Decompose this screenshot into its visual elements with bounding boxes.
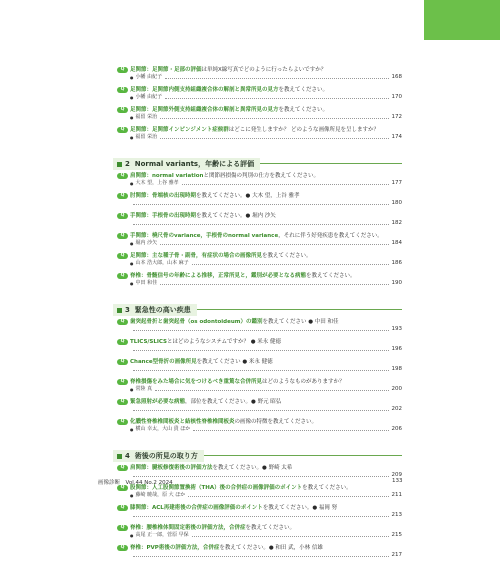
author-line: [113, 134, 402, 141]
page-ref: 168: [391, 74, 402, 80]
question-text: [130, 193, 300, 199]
question-rest: はどのようなものがありますか？: [262, 379, 345, 385]
bullet-icon: ●: [130, 281, 134, 286]
page-ref: 182: [391, 220, 402, 226]
question-text: [130, 399, 281, 405]
q-badge-icon: Q: [117, 505, 128, 511]
question-text: [130, 379, 345, 385]
author-names: 大木 望，上谷 雅孝: [135, 180, 179, 186]
question: [113, 398, 402, 406]
question: [113, 358, 402, 366]
question-topic: 足関節：足関節内側支持組織複合体の解剖と異常所見の見方: [130, 87, 279, 93]
section-4-header: [113, 443, 402, 460]
q-badge-icon: Q: [117, 339, 128, 345]
author-names: 常陸 真: [135, 386, 153, 392]
bullet-icon: ●: [130, 135, 134, 140]
q-badge-icon: Q: [117, 485, 128, 491]
q-badge-icon: Q: [117, 193, 128, 199]
section-3-title: 緊急性の高い疾患: [134, 306, 191, 314]
journal-info: 画像診断 Vol.44 No.2 2024: [98, 480, 173, 486]
author-line: [113, 346, 402, 353]
page-ref: 211: [391, 492, 402, 498]
toc-entry[interactable]: [113, 318, 402, 333]
question-topic: 脊椎：腰椎椎体間固定術後の評価方法，合併症: [130, 525, 246, 531]
q-badge-icon: Q: [117, 399, 128, 405]
section-3-list: [113, 318, 402, 433]
question-topic: 脊椎：PVP術後の評価方法，合併症: [130, 545, 220, 551]
author-line: [113, 532, 402, 539]
toc-entry[interactable]: [113, 524, 402, 539]
page-ref: 180: [391, 200, 402, 206]
question-topic: 足関節：足関節・足部の評価: [130, 67, 202, 73]
leader-dots: [133, 224, 389, 225]
author-names: 藤崎 暁哉，原 大 ほか: [135, 492, 186, 498]
q-badge-icon: Q: [117, 67, 128, 73]
q-badge-icon: Q: [117, 379, 128, 385]
leader-dots: [133, 410, 389, 411]
page-ref: 170: [391, 94, 402, 100]
author-names: 堀内 沙矢: [135, 240, 158, 246]
square-icon: [117, 162, 122, 167]
leader-dots: [160, 118, 388, 119]
question-topic: TLICS/SLICS: [130, 339, 168, 345]
page-ref: 202: [391, 406, 402, 412]
author-line: [113, 260, 402, 267]
question-text: [130, 173, 319, 179]
question-rest: の画像の特徴を教えてください。: [234, 419, 318, 425]
question-text: [130, 107, 328, 113]
question-topic: 脊椎：骨髄信号の年齢による推移，正常所見と，鑑別が必要となる病態: [130, 273, 307, 279]
author-line: [113, 366, 402, 373]
leader-dots: [133, 370, 389, 371]
author-names: 福留 栄治: [135, 114, 158, 120]
question-rest: を教えてください。: [245, 525, 296, 531]
author-line: [113, 406, 402, 413]
leader-dots: [160, 284, 388, 285]
question-rest: を教えてください。: [278, 87, 329, 93]
author-line: [113, 180, 402, 187]
author-names: 横山 幸太，大山 貴 ほか: [135, 426, 191, 432]
question-text: [130, 273, 356, 279]
bullet-icon: ●: [130, 387, 134, 392]
question-topic: 膝関節：ACL再建術後の合併症の画像評価のポイント: [130, 505, 263, 511]
leader-dots: [165, 78, 388, 79]
toc-entry[interactable]: [113, 544, 402, 559]
author-line: [113, 280, 402, 287]
question-rest: とはどのようなシステムですか？ ● 米永 健徳: [167, 339, 282, 345]
q-badge-icon: Q: [117, 359, 128, 365]
author-line: [113, 74, 402, 81]
page-ref: 193: [391, 326, 402, 332]
bullet-icon: ●: [130, 261, 134, 266]
question-topic: 歯突起骨折と歯突起骨（os odontoideum）の鑑別: [130, 319, 263, 325]
question-rest: を教えてください ● 中田 和佳: [262, 319, 339, 325]
toc-entry[interactable]: [113, 86, 402, 101]
square-icon: [117, 308, 122, 313]
question-text: [130, 213, 276, 219]
question-rest: を教えてください。● 福岡 努: [262, 505, 338, 511]
question-topic: 肘関節：骨端核の出現時期: [130, 193, 197, 199]
page-ref: 196: [391, 346, 402, 352]
question: [113, 338, 402, 346]
leader-dots: [193, 430, 388, 431]
bullet-icon: ●: [130, 427, 134, 432]
top-banner: [0, 0, 500, 40]
leader-dots: [192, 536, 389, 537]
question-text: [130, 525, 295, 531]
bullet-icon: ●: [130, 95, 134, 100]
page-ref: 215: [391, 532, 402, 538]
bullet-icon: ●: [130, 181, 134, 186]
question-text: [130, 87, 328, 93]
leader-dots: [133, 204, 389, 205]
question: [113, 86, 402, 94]
author-names: 小幡 由紀子: [135, 94, 163, 100]
question-rest: を教えてください。● 大木 望，上谷 雅孝: [196, 193, 300, 199]
leader-dots: [133, 330, 389, 331]
section-2-header: [113, 151, 402, 168]
green-accent-block: [424, 0, 500, 40]
question-text: [130, 67, 326, 73]
section-4-tab: [113, 450, 204, 462]
question-text: [130, 545, 323, 551]
toc-entry[interactable]: [113, 272, 402, 287]
question-text: [130, 419, 317, 425]
author-line: [113, 386, 402, 393]
question-topic: 緊急照射が必要な病態: [130, 399, 186, 405]
author-line: [113, 426, 402, 433]
toc-entry[interactable]: [113, 66, 402, 81]
question: [113, 66, 402, 74]
question-rest: を教えてください。: [306, 273, 356, 279]
page-ref: 190: [391, 280, 402, 286]
page-ref: 209: [391, 472, 402, 478]
question: [113, 318, 402, 326]
author-names: 中田 和佳: [135, 280, 158, 286]
q-badge-icon: Q: [117, 273, 128, 279]
question-topic: 足関節：足関節外側支持組織複合体の解剖と異常所見の見方: [130, 107, 279, 113]
author-names: 小幡 由紀子: [135, 74, 163, 80]
question-rest: を教えてください。● 堀内 沙矢: [196, 213, 276, 219]
section-2-title: Normal variants，年齢による評価: [134, 160, 255, 168]
page-ref: 200: [391, 386, 402, 392]
bullet-icon: ●: [130, 75, 134, 80]
bullet-icon: ●: [130, 115, 134, 120]
leader-dots: [133, 556, 389, 557]
question: [113, 106, 402, 114]
toc-entry[interactable]: [113, 418, 402, 433]
question: [113, 192, 402, 200]
question-topic: 脊椎損傷をみた場合に気をつけるべき重篤な合併所見: [130, 379, 263, 385]
section-3-header: [113, 297, 402, 314]
q-badge-icon: Q: [117, 173, 128, 179]
section-3-tab: [113, 304, 197, 316]
leader-dots: [133, 516, 389, 517]
toc-entry[interactable]: [113, 378, 402, 393]
question-rest: ，それに伴う好発疾患を教えてください。: [278, 233, 383, 239]
toc-entry[interactable]: [113, 106, 402, 121]
page-number: 133: [392, 478, 403, 484]
question-topic: 肩関節：腱板修復術後の評価方法: [130, 465, 213, 471]
q-badge-icon: Q: [117, 107, 128, 113]
section-1-list: [113, 66, 402, 141]
toc-entry[interactable]: [113, 126, 402, 141]
q-badge-icon: Q: [117, 253, 128, 259]
leader-dots: [182, 184, 389, 185]
author-line: [113, 114, 402, 121]
question-rest: はどこに発生しますか？ どのような画像所見を呈しますか？: [228, 127, 379, 133]
author-line: [113, 94, 402, 101]
question-rest: を教えてください。● 和田 武，小林 信雄: [219, 545, 323, 551]
toc-entry[interactable]: [113, 252, 402, 267]
question-text: [130, 127, 379, 133]
section-3-number: 3: [125, 306, 130, 314]
question-topic: 手関節：手根骨の出現時期: [130, 213, 197, 219]
question-topic: Chance型骨折の画像所見: [130, 359, 197, 365]
page-ref: 213: [391, 512, 402, 518]
author-line: [113, 512, 402, 519]
page-ref: 198: [391, 366, 402, 372]
question-text: [130, 359, 273, 365]
author-line: [113, 326, 402, 333]
question: [113, 232, 402, 240]
toc-entry[interactable]: [113, 212, 402, 227]
bullet-icon: ●: [130, 493, 134, 498]
leader-dots: [155, 390, 388, 391]
question-topic: 足関節：主な種子骨・副骨，有症状の場合の画像所見: [130, 253, 263, 259]
question-rest: を教えてください。● 野崎 太希: [212, 465, 293, 471]
page-ref: 184: [391, 240, 402, 246]
page-ref: 172: [391, 114, 402, 120]
question-rest: は単純X線写真でどのように行ったらよいですか？: [201, 67, 327, 73]
leader-dots: [192, 264, 389, 265]
question-text: [130, 339, 281, 345]
question: [113, 126, 402, 134]
bullet-icon: ●: [130, 533, 134, 538]
question-text: [130, 233, 383, 239]
question-text: [130, 505, 337, 511]
q-badge-icon: Q: [117, 319, 128, 325]
section-2-tab: [113, 158, 260, 170]
author-line: [113, 240, 402, 247]
question: [113, 418, 402, 426]
question: [113, 252, 402, 260]
question-topic: 股関節：人工股関節置換術（THA）後の合併症の画像評価のポイント: [130, 485, 303, 491]
question-rest: ，部位を教えてください。● 野元 昭弘: [185, 399, 282, 405]
q-badge-icon: Q: [117, 419, 128, 425]
question-topic: 肩関節：normal variation: [130, 173, 204, 179]
author-line: [113, 552, 402, 559]
q-badge-icon: Q: [117, 525, 128, 531]
question: [113, 544, 402, 552]
question: [113, 272, 402, 280]
leader-dots: [165, 98, 388, 99]
question: [113, 504, 402, 512]
toc-entry[interactable]: [113, 398, 402, 413]
question-topic: 化膿性脊椎椎間板炎と結核性脊椎椎間板炎: [130, 419, 235, 425]
page-ref: 206: [391, 426, 402, 432]
question-rest: を教えてください。: [262, 253, 312, 259]
page-ref: 217: [391, 552, 402, 558]
square-icon: [117, 454, 122, 459]
section-4-number: 4: [125, 452, 130, 460]
author-line: [113, 200, 402, 207]
bullet-icon: ●: [130, 241, 134, 246]
toc-entry[interactable]: [113, 192, 402, 207]
page-footer: [0, 470, 500, 500]
q-badge-icon: Q: [117, 233, 128, 239]
question-rest: と関節唇損傷の判別の仕方を教えてください。: [203, 173, 319, 179]
question-rest: を教えてください。: [278, 107, 329, 113]
q-badge-icon: Q: [117, 465, 128, 471]
author-names: 福留 栄治: [135, 134, 158, 140]
section-4-title: 術後の所見の取り方: [134, 452, 198, 460]
question-text: [130, 319, 339, 325]
question: [113, 172, 402, 180]
q-badge-icon: Q: [117, 213, 128, 219]
question-rest: を教えてください ● 米永 健徳: [196, 359, 273, 365]
question-rest: を教えてください。: [302, 485, 352, 491]
q-badge-icon: Q: [117, 545, 128, 551]
toc-entry[interactable]: [113, 172, 402, 187]
toc-entry[interactable]: [113, 358, 402, 373]
question: [113, 212, 402, 220]
section-2-list: [113, 172, 402, 287]
page-ref: 174: [391, 134, 402, 140]
q-badge-icon: Q: [117, 87, 128, 93]
author-names: 山本 浩大郎，山本 麻子: [135, 260, 189, 266]
page-ref: 186: [391, 260, 402, 266]
section-2-number: 2: [125, 160, 130, 168]
toc-entry[interactable]: [113, 338, 402, 353]
leader-dots: [160, 138, 388, 139]
question-topic: 足関節：足関節インピンジメント症候群: [130, 127, 229, 133]
leader-dots: [133, 350, 389, 351]
q-badge-icon: Q: [117, 127, 128, 133]
question-text: [130, 253, 312, 259]
question: [113, 378, 402, 386]
author-names: 高尾 正一郎，菅原 早保: [135, 532, 189, 538]
question-topic: 手関節：橈尺骨のvariance，手根骨のnormal variance: [130, 233, 279, 239]
question: [113, 524, 402, 532]
author-line: [113, 220, 402, 227]
page-ref: 177: [391, 180, 402, 186]
leader-dots: [160, 244, 388, 245]
toc-entry[interactable]: [113, 232, 402, 247]
toc-entry[interactable]: [113, 504, 402, 519]
